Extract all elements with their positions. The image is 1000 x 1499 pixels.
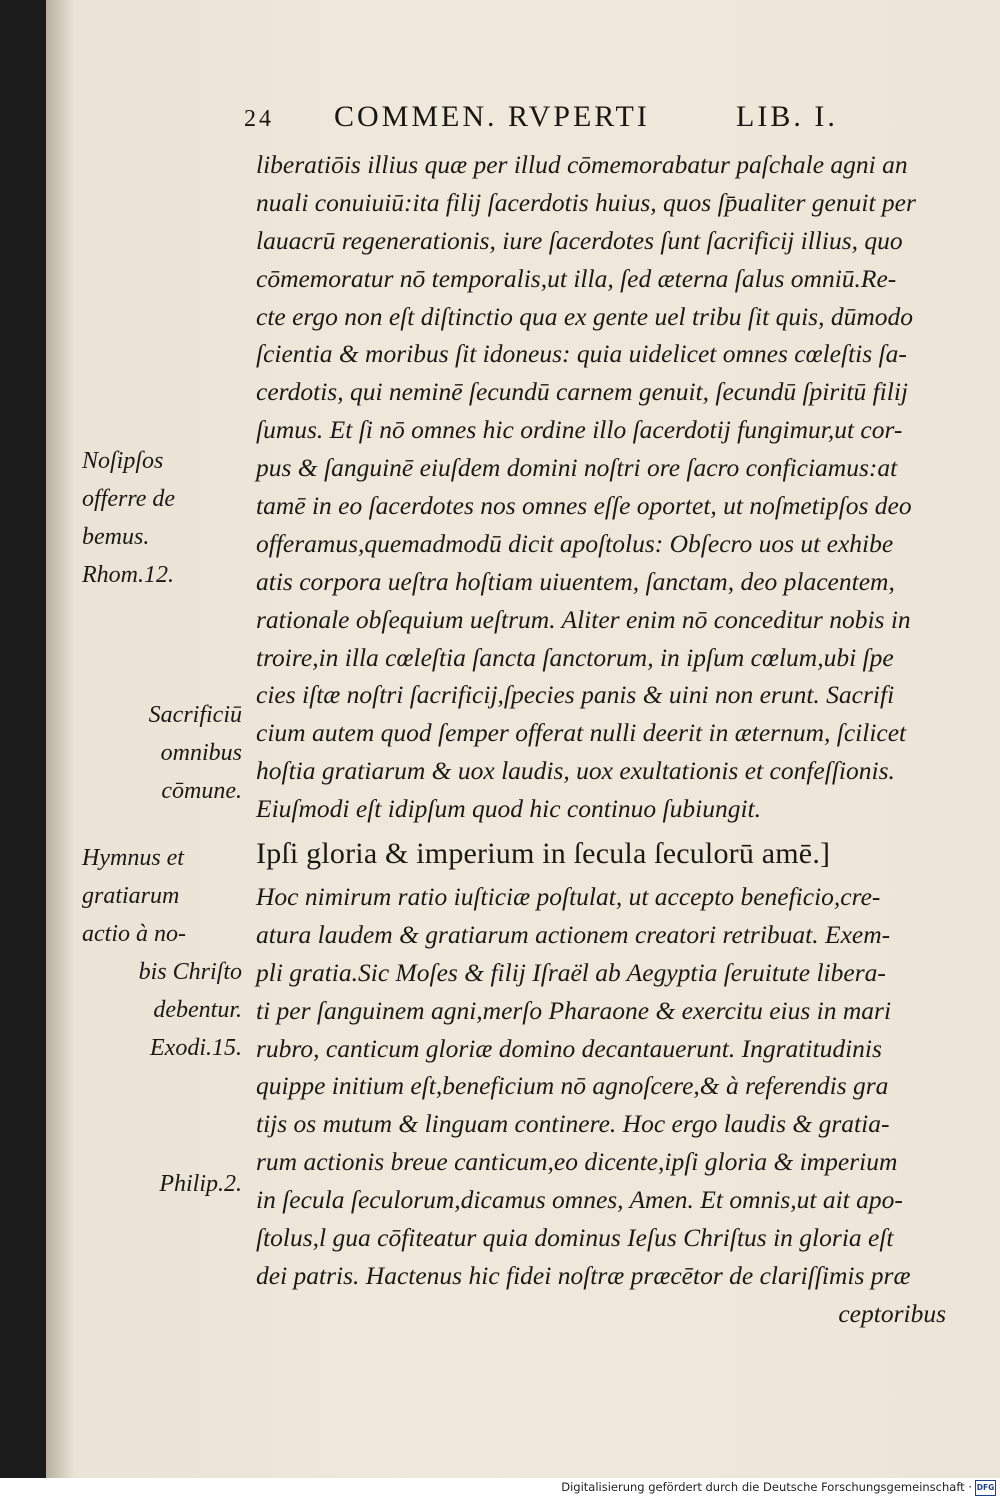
text-line: offeramus,quemadmodū dicit apoſtolus: Obſecro uos ut exhibe bbox=[256, 528, 894, 558]
text-line: ſtolus,l gua cōfiteatur quia dominus Ieſus Chriſtus in gloria eſt bbox=[256, 1223, 894, 1253]
text-line: Eiuſmodi eſt idipſum quod hic continuo ſubiungit. bbox=[256, 794, 762, 824]
text-line: ſumus. Et ſi nō omnes hic ordine illo ſacerdotij fungimur,ut cor- bbox=[256, 415, 903, 445]
text-line: cium autem quod ſemper offerat nulli deerit in æternum, ſcilicet bbox=[256, 718, 907, 748]
text-line: ſcientia & moribus ſit idoneus: quia uidelicet omnes cœleſtis ſa- bbox=[256, 339, 907, 369]
margin-note-line: Sacrificiū bbox=[148, 702, 242, 728]
text-line: atis corpora ueſtra hoſtiam uiuentem, ſanctam, deo placentem, bbox=[256, 566, 895, 596]
running-header bbox=[46, 100, 1000, 140]
gutter-shadow bbox=[46, 0, 74, 1478]
text-line: lauacrū regenerationis, iure ſacerdotes ſunt ſacrificij illius, quo bbox=[256, 225, 903, 255]
margin-note-exodi bbox=[82, 1030, 242, 1068]
margin-note-line: cōmune. bbox=[161, 777, 242, 804]
margin-note-sacrificium bbox=[82, 697, 242, 811]
margin-note-rhom bbox=[82, 557, 242, 595]
funding-credit: Digitalisierung gefördert durch die Deutsche Forschungsgemeinschaft · bbox=[561, 1480, 972, 1494]
text-line: Hoc nimirum ratio iuſticiæ poſtulat, ut accepto beneficio,cre- bbox=[256, 882, 881, 912]
margin-note-philip bbox=[82, 1166, 242, 1204]
margin-note-line: bemus. bbox=[82, 523, 150, 550]
text-line: atura laudem & gratiarum actionem creatori retribuat. Exem- bbox=[256, 919, 891, 949]
text-line: nuali conuiuiū:ita filij ſacerdotis huius, quos ſp̄ualiter genuit per bbox=[256, 187, 916, 217]
text-line: cies iſtæ noſtri ſacrificij,ſpecies panis & uini non erunt. Sacrifi bbox=[256, 680, 895, 710]
running-title: COMMEN. RVPERTI bbox=[334, 100, 650, 133]
text-line: rubro, canticum gloriæ domino decantauerunt. Ingratitudinis bbox=[256, 1033, 882, 1063]
text-line: ti per ſanguinem agni,merſo Pharaone & exercitu eius in mari bbox=[256, 995, 892, 1025]
text-line: cte ergo non eſt diſtinctio qua ex gente uel tribu ſit quis, dūmodo bbox=[256, 301, 913, 331]
digitization-footer bbox=[0, 1478, 1000, 1499]
text-line: cerdotis, qui neminē ſecundū carnem genuit, ſecundū ſpiritū filij bbox=[256, 377, 909, 407]
text-line: pli gratia.Sic Moſes & filij Iſraël ab Aegyptia ſeruitute libera- bbox=[256, 957, 886, 987]
text-line: ceptoribus bbox=[838, 1298, 946, 1328]
book-label: LIB. I. bbox=[736, 100, 838, 133]
text-line: tijs os mutum & linguam continere. Hoc ergo laudis & gratia- bbox=[256, 1109, 890, 1139]
text-line: tamē in eo ſacerdotes nos omnes eſſe oportet, ut noſmetipſos deo bbox=[256, 491, 912, 521]
margin-note-line: omnibus bbox=[160, 739, 242, 766]
text-line: in ſecula ſeculorum,dicamus omnes, Amen. Et omnis,ut ait apo- bbox=[256, 1185, 903, 1215]
margin-note-line: debentur. bbox=[153, 996, 242, 1023]
scripture-heading: Ipſi gloria & imperium in ſecula ſeculorū amē.] bbox=[256, 837, 831, 871]
text-line: rum actionis breue canticum,eo dicente,ipſi gloria & imperium bbox=[256, 1147, 898, 1177]
main-text-block bbox=[256, 146, 946, 1333]
margin-note-hymnus bbox=[82, 840, 242, 1030]
margin-note-line: Exodi.15. bbox=[150, 1035, 242, 1061]
text-line: troire,in illa cœleſtia ſancta ſanctorum, in ipſum cœlum,ubi ſpe bbox=[256, 642, 894, 672]
margin-note-nosipsos bbox=[82, 443, 242, 557]
text-line: cōmemoratur nō temporalis,ut illa, ſed æterna ſalus omniū.Re- bbox=[256, 263, 897, 293]
text-line: quippe initium eſt,beneficium nō agnoſcere,& à referendis gra bbox=[256, 1071, 889, 1101]
margin-note-line: Rhom.12. bbox=[82, 562, 174, 588]
margin-note-line: actio à no- bbox=[82, 920, 186, 947]
book-page bbox=[46, 0, 1000, 1478]
margin-note-line: Hymnus et bbox=[82, 845, 184, 871]
margin-note-line: Noſipſos bbox=[82, 448, 164, 474]
margin-note-line: gratiarum bbox=[82, 882, 180, 909]
text-line: rationale obſequium ueſtrum. Aliter enim nō conceditur nobis in bbox=[256, 604, 911, 634]
text-line: dei patris. Hactenus hic fidei noſtræ præcētor de clariſſimis præ bbox=[256, 1260, 911, 1290]
text-line: liberatiōis illius quæ per illud cōmemorabatur paſchale agni an bbox=[256, 150, 908, 179]
page-number: 24 bbox=[244, 106, 274, 132]
margin-note-line: offerre de bbox=[82, 485, 176, 512]
dfg-logo: DFG bbox=[975, 1480, 996, 1496]
margin-note-line: Philip.2. bbox=[159, 1171, 242, 1197]
text-line: hoſtia gratiarum & uox laudis, uox exultationis et confeſſionis. bbox=[256, 756, 895, 786]
text-line: pus & ſanguinē eiuſdem domini noſtri ore ſacro conficiamus:at bbox=[256, 453, 898, 483]
margin-note-line: bis Chriſto bbox=[138, 958, 242, 985]
